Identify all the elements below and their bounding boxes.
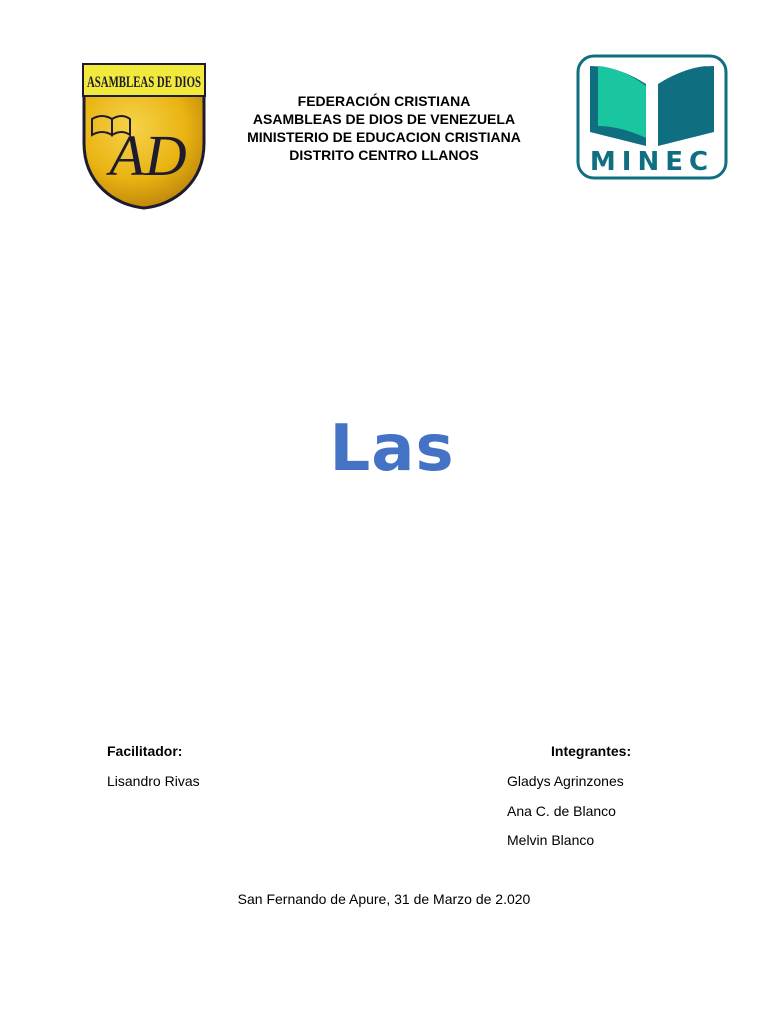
place-and-date: San Fernando de Apure, 31 de Marzo de 2.020 [237,891,531,907]
header-line-3: MINISTERIO DE EDUCACION CRISTIANA [247,129,521,145]
asambleas-de-dios-logo [82,63,206,209]
facilitador-name: Lisandro Rivas [107,773,200,789]
member-item: Ana C. de Blanco [507,802,616,819]
facilitador-label: Facilitador: [107,743,183,759]
member-item: Melvin Blanco [507,832,595,848]
organization-header [224,92,544,164]
minec-logo-text: MINEC [589,147,715,177]
header-line-4: DISTRITO CENTRO LLANOS [289,147,479,163]
integrantes-list [507,773,624,862]
svg-text:ASAMBLEAS DE DIOS: ASAMBLEAS DE DIOS [87,74,202,91]
integrantes-label: Integrantes: [551,743,632,759]
header-line-1: FEDERACIÓN CRISTIANA [297,93,471,109]
svg-text:AD: AD [109,123,187,188]
header-line-2: ASAMBLEAS DE DIOS DE VENEZUELA [252,111,516,127]
minec-logo [576,54,728,180]
document-title: Las [329,412,455,486]
member-item: Gladys Agrinzones [507,773,624,789]
